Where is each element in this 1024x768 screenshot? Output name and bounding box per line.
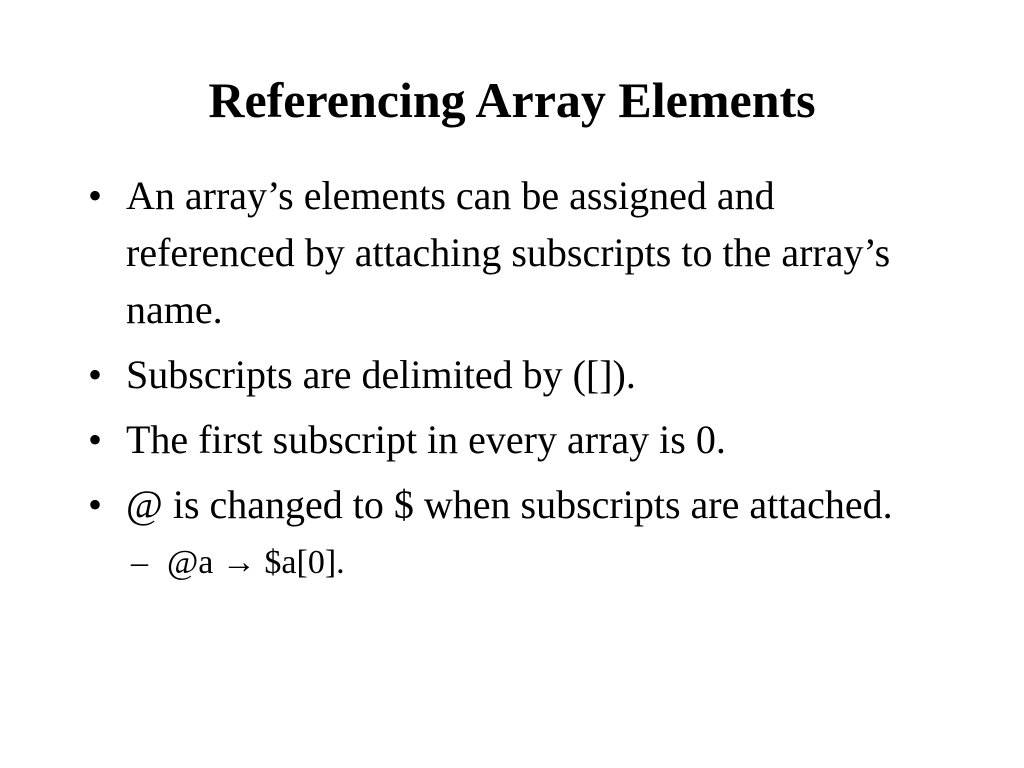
bullet-item — [88, 411, 918, 468]
sub-bullet-item — [131, 539, 918, 587]
bullet-text: @ is changed to $ when subscripts are attached. — [126, 482, 893, 527]
bullet-item — [88, 167, 918, 338]
sub-bullet-text: @a → $a[0]. — [167, 544, 345, 581]
bullet-text: The first subscript in every array is 0. — [126, 417, 726, 462]
bullet-marker: • — [88, 417, 103, 462]
bullet-marker: • — [88, 173, 103, 218]
bullet-item — [88, 476, 918, 587]
bullet-text: Subscripts are delimited by ([]). — [126, 352, 636, 397]
sub-bullet-list — [126, 539, 918, 587]
bullet-list — [88, 167, 918, 595]
sub-bullet-marker: – — [131, 544, 148, 581]
bullet-text: An array’s elements can be assigned and referenced by attaching subscripts to the array’s name. — [126, 173, 891, 332]
bullet-marker: • — [88, 352, 103, 397]
bullet-item — [88, 346, 918, 403]
bullet-marker: • — [88, 482, 103, 527]
slide-title: Referencing Array Elements — [208, 72, 816, 128]
